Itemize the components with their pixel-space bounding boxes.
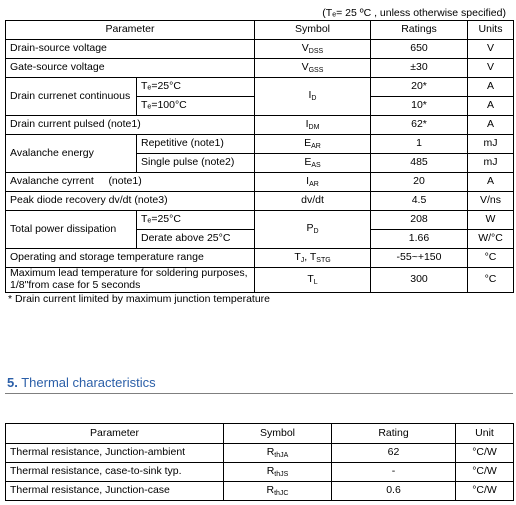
value-cell: 300 bbox=[371, 268, 468, 293]
unit-cell: W bbox=[468, 211, 514, 230]
footnote: * Drain current limited by maximum junction temperature bbox=[8, 293, 271, 305]
param-cell: Avalanche cyrrent (note1) bbox=[6, 173, 255, 192]
symbol-cell: $I_{DM}$ bbox=[255, 116, 371, 135]
symbol-cell: $R_{thJA}$ bbox=[224, 444, 332, 463]
symbol-cell: dv/dt bbox=[255, 192, 371, 211]
condition-cell: Repetitive (note1) bbox=[137, 135, 255, 154]
table-row bbox=[6, 40, 514, 59]
symbol-cell: $T_J$, $T_{STG}$ bbox=[255, 249, 371, 268]
symbol-cell: $V_{GSS}$ bbox=[255, 59, 371, 78]
param-cell: Operating and storage temperature range bbox=[6, 249, 255, 268]
value-cell: 62* bbox=[371, 116, 468, 135]
symbol-cell: $T_L$ bbox=[255, 268, 371, 293]
table-row bbox=[6, 211, 514, 230]
symbol-cell: $I_{AR}$ bbox=[255, 173, 371, 192]
symbol-cell: $E_{AS}$ bbox=[255, 154, 371, 173]
section-number: 5. bbox=[7, 375, 18, 390]
value-cell: 485 bbox=[371, 154, 468, 173]
header-symbol: Symbol bbox=[255, 21, 371, 40]
unit-cell: °C/W bbox=[456, 444, 514, 463]
header-unit: Unit bbox=[456, 424, 514, 444]
value-cell: - bbox=[332, 463, 456, 482]
value-cell: 208 bbox=[371, 211, 468, 230]
table-row bbox=[6, 463, 514, 482]
unit-cell: °C/W bbox=[456, 482, 514, 501]
condition-cell: Derate above 25°C bbox=[137, 230, 255, 249]
value-cell: ±30 bbox=[371, 59, 468, 78]
unit-cell: mJ bbox=[468, 154, 514, 173]
unit-cell: °C bbox=[468, 249, 514, 268]
unit-cell: V bbox=[468, 59, 514, 78]
symbol-cell: $E_{AR}$ bbox=[255, 135, 371, 154]
condition-cell: Tₑ=100°C bbox=[137, 97, 255, 116]
condition-cell: Single pulse (note2) bbox=[137, 154, 255, 173]
table-row bbox=[6, 192, 514, 211]
header-rating: Rating bbox=[332, 424, 456, 444]
table-header-row bbox=[6, 21, 514, 40]
section-divider bbox=[5, 393, 513, 394]
unit-cell: V bbox=[468, 40, 514, 59]
section-title: Thermal characteristics bbox=[17, 375, 156, 390]
table-row bbox=[6, 482, 514, 501]
symbol-cell: $R_{thJS}$ bbox=[224, 463, 332, 482]
param-cell: Thermal resistance, case-to-sink typ. bbox=[6, 463, 224, 482]
value-cell: 4.5 bbox=[371, 192, 468, 211]
param-cell: Thermal resistance, Junction-case bbox=[6, 482, 224, 501]
param-cell: Peak diode recovery dv/dt (note3) bbox=[6, 192, 255, 211]
param-cell: Total power dissipation bbox=[6, 211, 137, 249]
value-cell: 650 bbox=[371, 40, 468, 59]
header-units: Units bbox=[468, 21, 514, 40]
unit-cell: A bbox=[468, 116, 514, 135]
value-cell: 0.6 bbox=[332, 482, 456, 501]
table-row bbox=[6, 444, 514, 463]
param-cell: Maximum lead temperature for soldering purposes, 1/8"from case for 5 seconds bbox=[6, 268, 255, 293]
symbol-cell: $V_{DSS}$ bbox=[255, 40, 371, 59]
thermal-characteristics-table bbox=[5, 423, 514, 501]
table-row bbox=[6, 78, 514, 97]
unit-cell: A bbox=[468, 78, 514, 97]
unit-cell: °C/W bbox=[456, 463, 514, 482]
param-cell: Gate-source voltage bbox=[6, 59, 255, 78]
test-conditions: (Tₑ= 25 ºC , unless otherwise specified) bbox=[322, 7, 506, 19]
param-cell: Drain current pulsed (note1) bbox=[6, 116, 255, 135]
symbol-cell: $R_{thJC}$ bbox=[224, 482, 332, 501]
table-row bbox=[6, 268, 514, 293]
value-cell: 10* bbox=[371, 97, 468, 116]
unit-cell: °C bbox=[468, 268, 514, 293]
header-ratings: Ratings bbox=[371, 21, 468, 40]
param-cell: Avalanche energy bbox=[6, 135, 137, 173]
param-cell: Drain-source voltage bbox=[6, 40, 255, 59]
unit-cell: V/ns bbox=[468, 192, 514, 211]
value-cell: 1 bbox=[371, 135, 468, 154]
value-cell: -55~+150 bbox=[371, 249, 468, 268]
absolute-ratings-table bbox=[5, 20, 514, 293]
unit-cell: A bbox=[468, 97, 514, 116]
symbol-cell: $I_D$ bbox=[255, 78, 371, 116]
table-header-row bbox=[6, 424, 514, 444]
param-cell: Drain currenet continuous bbox=[6, 78, 137, 116]
value-cell: 20* bbox=[371, 78, 468, 97]
param-cell: Thermal resistance, Junction-ambient bbox=[6, 444, 224, 463]
table-row bbox=[6, 249, 514, 268]
condition-cell: Tₑ=25°C bbox=[137, 211, 255, 230]
header-parameter: Parameter bbox=[6, 21, 255, 40]
symbol-cell: $P_D$ bbox=[255, 211, 371, 249]
value-cell: 1.66 bbox=[371, 230, 468, 249]
unit-cell: A bbox=[468, 173, 514, 192]
section-heading bbox=[7, 375, 156, 390]
table-row bbox=[6, 59, 514, 78]
header-parameter: Parameter bbox=[6, 424, 224, 444]
table-row bbox=[6, 135, 514, 154]
condition-cell: Tₑ=25°C bbox=[137, 78, 255, 97]
unit-cell: W/°C bbox=[468, 230, 514, 249]
value-cell: 20 bbox=[371, 173, 468, 192]
table-row bbox=[6, 173, 514, 192]
value-cell: 62 bbox=[332, 444, 456, 463]
table-row bbox=[6, 116, 514, 135]
header-symbol: Symbol bbox=[224, 424, 332, 444]
unit-cell: mJ bbox=[468, 135, 514, 154]
